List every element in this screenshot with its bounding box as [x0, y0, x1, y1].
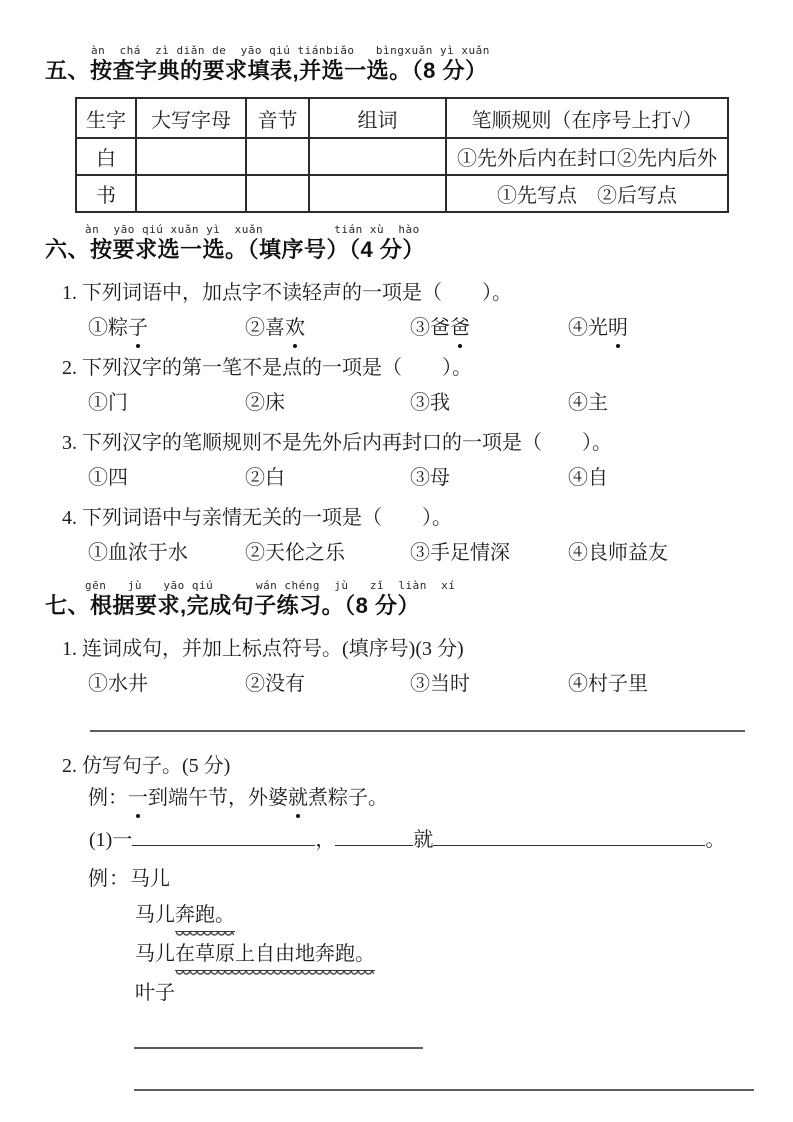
fill-blank [335, 824, 413, 846]
dotted-char: 一 [128, 784, 148, 812]
option-item: ②床 [245, 392, 285, 414]
section7-pinyin: gēn jù yāo qiú wán chéng jù zǐ liàn xí [85, 579, 456, 592]
table-header-cell: 生字 [76, 98, 136, 138]
dotted-char: 爸 [450, 314, 470, 342]
fill-blank [132, 824, 315, 846]
underlined-phrase: 在草原上自由地奔跑。 [175, 940, 375, 971]
option-item: ②没有 [245, 673, 305, 695]
question-stem: 1. 下列词语中，加点字不读轻声的一项是（ ）。 [62, 282, 512, 304]
table-cell: 书 [76, 175, 136, 212]
question-options [88, 670, 793, 698]
question-options [88, 539, 793, 567]
option-item: ③手足情深 [410, 542, 510, 564]
table-blank-cell [136, 138, 246, 175]
option-item: ①血浓于水 [88, 542, 188, 564]
option-item: ①门 [88, 392, 128, 414]
table-cell: 白 [76, 138, 136, 175]
option-item: ③爸爸 [410, 314, 568, 342]
option-item: ②喜欢 [245, 314, 410, 342]
table-header-cell: 大写字母 [136, 98, 246, 138]
option-item: ③母 [410, 467, 450, 489]
option-item: ①粽子 [88, 314, 245, 342]
question [45, 354, 793, 417]
option-item: ②白 [245, 467, 285, 489]
fill-comma: ， [315, 829, 336, 851]
option-item: ①四 [88, 467, 128, 489]
section6-questions [45, 279, 793, 567]
option-item: ③当时 [410, 673, 470, 695]
question [45, 429, 793, 492]
question-stem: 1. 连词成句，并加上标点符号。(填序号)(3 分) [62, 638, 464, 660]
option-item: ③我 [410, 392, 450, 414]
option-item: ④村子里 [568, 673, 648, 695]
option-item: ④自 [568, 467, 608, 489]
option-item: ④主 [568, 392, 608, 414]
underlined-phrase: 奔跑。 [175, 901, 235, 932]
table-row [76, 138, 728, 175]
section5-title: 五、按查字典的要求填表,并选一选。（8 分） [45, 58, 488, 83]
example-line: 例：马儿 [88, 868, 170, 890]
example-line: 叶子 [135, 982, 175, 1004]
option-item: ①水井 [88, 673, 148, 695]
option-item: ④光明 [568, 314, 793, 342]
section-7 [45, 579, 793, 1091]
dotted-char: 明 [608, 314, 628, 342]
question [45, 279, 793, 342]
example-sentence: 例：一到端午节，外婆就煮粽子。 [88, 784, 793, 812]
table-header-cell: 音节 [246, 98, 309, 138]
answer-line [134, 1089, 754, 1091]
section6-title: 六、按要求选一选。（填序号）（4 分） [45, 237, 425, 262]
question-options [88, 389, 793, 417]
fill-prefix: (1)一 [89, 829, 133, 851]
table-header-cell: 组词 [309, 98, 446, 138]
dotted-char: 欢 [285, 314, 305, 342]
question-stem: 2. 仿写句子。(5 分) [62, 755, 231, 777]
fill-period: 。 [705, 829, 726, 851]
table-blank-cell [136, 175, 246, 212]
dictionary-table [75, 97, 729, 213]
table-row [76, 175, 728, 212]
question-stem: 4. 下列词语中与亲情无关的一项是（ ）。 [62, 507, 452, 529]
option-item: ②天伦之乐 [245, 542, 345, 564]
table-blank-cell [246, 175, 309, 212]
example-label: 例： [88, 868, 130, 890]
table-header-cell: 笔顺规则（在序号上打√） [446, 98, 728, 138]
answer-line [134, 1047, 423, 1049]
dotted-char: 子 [128, 314, 148, 342]
section6-pinyin: àn yāo qiú xuǎn yì xuǎn tián xù hào [85, 223, 420, 236]
option-item: ④良师益友 [568, 542, 668, 564]
question-7-1 [45, 635, 793, 698]
section-5 [45, 44, 793, 213]
example-line: 马儿在草原上自由地奔跑。 [135, 940, 793, 971]
fill-in-line [89, 824, 793, 855]
fill-blank [433, 824, 705, 846]
section5-pinyin: àn chá zì diǎn de yāo qiú tiánbiǎo bìngxuǎn yì xuǎn [91, 44, 490, 57]
dotted-char: 就 [288, 784, 308, 812]
table-cell: ①先外后内在封口②先内后外 [446, 138, 728, 175]
question-stem: 2. 下列汉字的第一笔不是点的一项是（ ）。 [62, 357, 472, 379]
table-blank-cell [309, 138, 446, 175]
question-stem: 3. 下列汉字的笔顺规则不是先外后内再封口的一项是（ ）。 [62, 432, 612, 454]
example-line: 马儿奔跑。 [135, 901, 793, 932]
table-blank-cell [246, 138, 309, 175]
question-options [88, 464, 793, 492]
table-cell: ①先写点 ②后写点 [446, 175, 728, 212]
answer-line [90, 730, 745, 732]
fill-mid: 就 [413, 829, 434, 851]
example-block [45, 865, 793, 1007]
table-blank-cell [309, 175, 446, 212]
section7-title: 七、根据要求,完成句子练习。（8 分） [45, 593, 420, 618]
question [45, 504, 793, 567]
question-options [88, 314, 793, 342]
section-6 [45, 223, 793, 567]
table-header-row [76, 98, 728, 138]
